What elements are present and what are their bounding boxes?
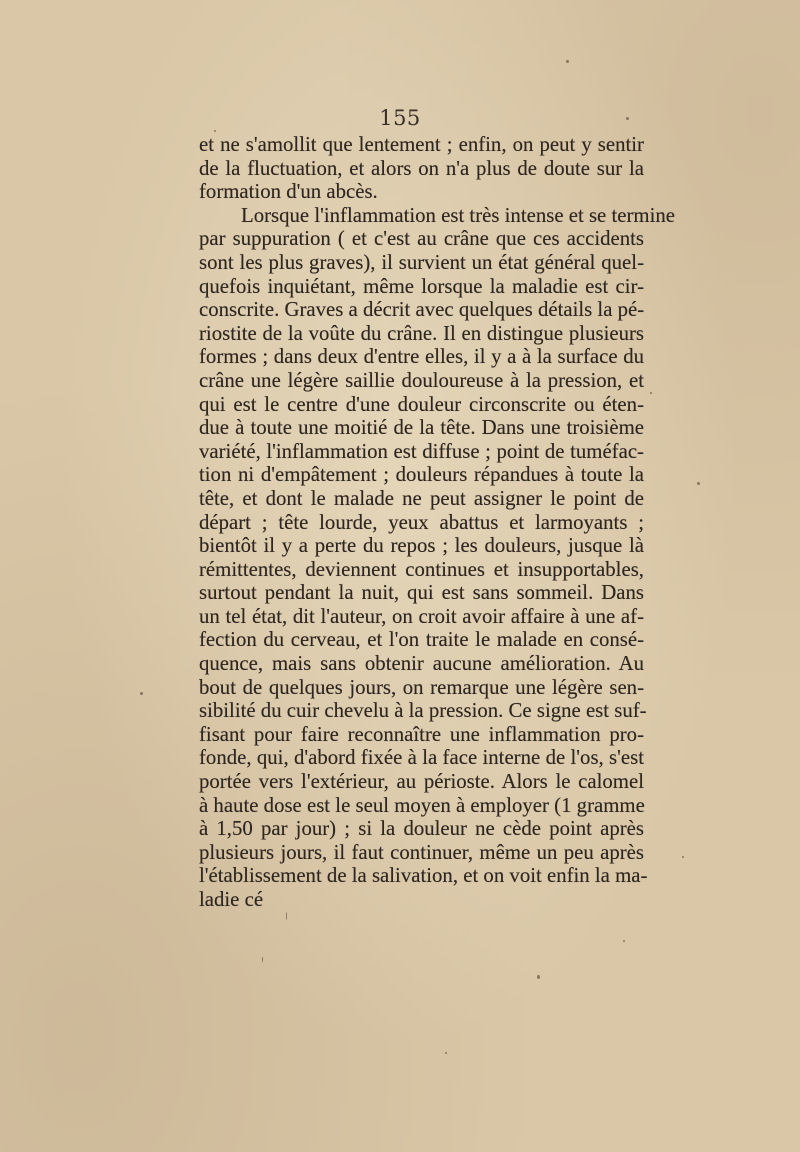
text-line: portée vers l'extérieur, au périoste. Alors le calomel <box>199 770 644 794</box>
paper-speck <box>623 940 625 942</box>
paper-speck <box>286 912 287 920</box>
text-line: un tel état, dit l'auteur, on croit avoir affaire à une af- <box>199 604 644 628</box>
paper-speck <box>140 692 143 695</box>
text-line: plusieurs jours, il faut continuer, même un peu après <box>199 840 644 864</box>
text-line: formation d'un abcès. <box>199 180 378 204</box>
text-line: qui est le centre d'une douleur circonscrite ou éten- <box>199 392 644 416</box>
paper-speck <box>650 392 652 394</box>
paper-speck <box>214 130 216 132</box>
text-line: due à toute une moitié de la tête. Dans une troisième <box>199 416 644 440</box>
text-line: sibilité du cuir chevelu à la pression. Ce signe est suf- <box>199 699 647 723</box>
text-line: à haute dose est le seul moyen à employer (1 gramme <box>199 793 645 817</box>
text-line: bientôt il y a perte du repos ; les douleurs, jusque là <box>199 534 644 558</box>
paper-speck <box>626 117 629 120</box>
paper-speck <box>697 482 700 485</box>
text-line: fisant pour faire reconnaître une inflammation pro- <box>199 722 644 746</box>
text-line: surtout pendant la nuit, qui est sans sommeil. Dans <box>199 581 644 605</box>
text-line: bout de quelques jours, on remarque une légère sen- <box>199 675 644 699</box>
text-line: quefois inquiétant, même lorsque la maladie est cir- <box>199 274 644 298</box>
text-line: crâne une légère saillie douloureuse à la pression, et <box>199 368 644 392</box>
text-line: à 1,50 par jour) ; si la douleur ne cède point après <box>199 817 644 841</box>
text-line: et ne s'amollit que lentement ; enfin, on peut y sentir <box>199 133 644 156</box>
text-line: ladie cé <box>199 888 264 911</box>
text-line: l'établissement de la salivation, et on voit enfin la ma- <box>199 864 648 888</box>
text-line: quence, mais sans obtenir aucune amélioration. Au <box>199 652 644 676</box>
paper-speck <box>566 60 569 63</box>
text-line: fection du cerveau, et l'on traite le malade en consé- <box>199 628 644 652</box>
text-line: par suppuration ( et c'est au crâne que ces accidents <box>199 227 644 251</box>
page-number: 155 <box>379 106 421 130</box>
text-line: formes ; dans deux d'entre elles, il y a à la surface du <box>199 345 644 369</box>
text-line: fonde, qui, d'abord fixée à la face interne de l'os, s'est <box>199 746 644 770</box>
paragraph-first-line: Lorsque l'inflammation est très intense et se termine <box>241 203 676 227</box>
text-line: départ ; tête lourde, yeux abattus et larmoyants ; <box>199 510 644 534</box>
text-line: sont les plus graves), il survient un état général quel- <box>199 250 644 274</box>
body-text <box>199 133 676 912</box>
text-line: variété, l'inflammation est diffuse ; point de tuméfac- <box>199 439 644 463</box>
paper-speck <box>262 957 263 962</box>
text-line: conscrite. Graves a décrit avec quelques détails la pé- <box>199 298 645 322</box>
paper-speck <box>537 975 540 979</box>
text-line: de la fluctuation, et alors on n'a plus de doute sur la <box>199 156 644 180</box>
text-line: tête, et dont le malade ne peut assigner le point de <box>199 486 644 510</box>
paper-speck <box>682 856 684 858</box>
text-line: tion ni d'empâtement ; douleurs répandues à toute la <box>199 463 644 487</box>
paper-speck <box>445 1052 447 1054</box>
text-line: riostite de la voûte du crâne. Il en distingue plusieurs <box>199 321 644 345</box>
text-line: rémittentes, deviennent continues et insupportables, <box>199 557 644 581</box>
